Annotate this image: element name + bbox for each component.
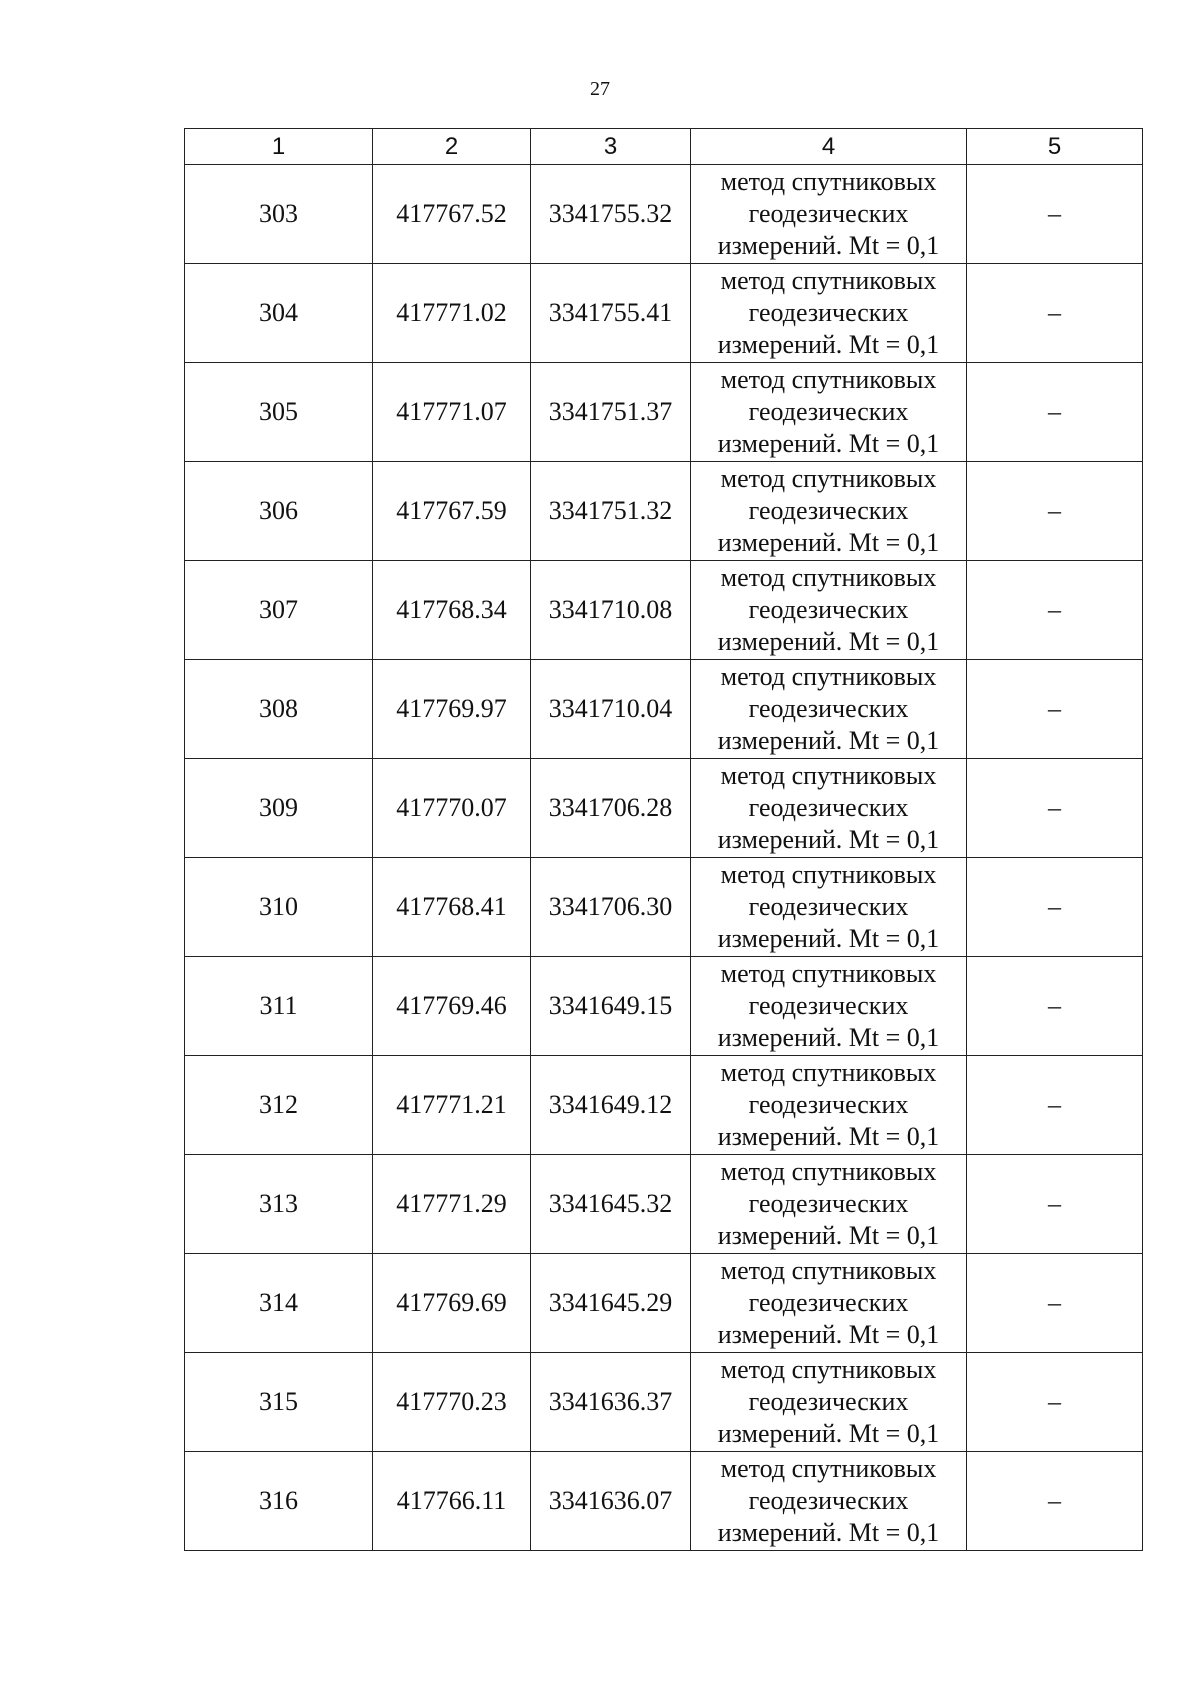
note-cell: –: [967, 264, 1143, 363]
x-coordinate-cell: 417767.52: [373, 165, 531, 264]
method-cell: [691, 462, 967, 561]
note-cell: –: [967, 363, 1143, 462]
note-cell: –: [967, 561, 1143, 660]
method-line: измерений. Mt = 0,1: [717, 1023, 940, 1052]
method-line: измерений. Mt = 0,1: [717, 1221, 940, 1250]
table-row: [185, 660, 1143, 759]
y-coordinate-cell: 3341706.30: [531, 858, 691, 957]
note-cell: –: [967, 165, 1143, 264]
note-cell: –: [967, 1056, 1143, 1155]
method-line: геодезических: [748, 1486, 909, 1515]
y-coordinate-cell: 3341751.37: [531, 363, 691, 462]
x-coordinate-cell: 417769.46: [373, 957, 531, 1056]
method-cell: [691, 858, 967, 957]
method-cell: [691, 561, 967, 660]
x-coordinate-cell: 417768.34: [373, 561, 531, 660]
method-line: метод спутниковых: [720, 860, 937, 889]
point-number-cell: 307: [185, 561, 373, 660]
method-line: метод спутниковых: [720, 1454, 937, 1483]
method-line: геодезических: [748, 1189, 909, 1218]
method-cell: [691, 957, 967, 1056]
method-cell: [691, 165, 967, 264]
method-line: метод спутниковых: [720, 1157, 937, 1186]
y-coordinate-cell: 3341649.15: [531, 957, 691, 1056]
y-coordinate-cell: 3341751.32: [531, 462, 691, 561]
method-line: геодезических: [748, 694, 909, 723]
method-cell: [691, 1056, 967, 1155]
y-coordinate-cell: 3341706.28: [531, 759, 691, 858]
x-coordinate-cell: 417771.07: [373, 363, 531, 462]
method-line: измерений. Mt = 0,1: [717, 231, 940, 260]
x-coordinate-cell: 417767.59: [373, 462, 531, 561]
y-coordinate-cell: 3341710.04: [531, 660, 691, 759]
table-row: [185, 561, 1143, 660]
method-cell: [691, 1452, 967, 1551]
method-line: измерений. Mt = 0,1: [717, 1122, 940, 1151]
x-coordinate-cell: 417769.97: [373, 660, 531, 759]
method-line: геодезических: [748, 991, 909, 1020]
point-number-cell: 311: [185, 957, 373, 1056]
method-line: метод спутниковых: [720, 167, 937, 196]
point-number-cell: 309: [185, 759, 373, 858]
method-line: геодезических: [748, 397, 909, 426]
note-cell: –: [967, 759, 1143, 858]
note-cell: –: [967, 1155, 1143, 1254]
x-coordinate-cell: 417768.41: [373, 858, 531, 957]
y-coordinate-cell: 3341755.32: [531, 165, 691, 264]
table-row: [185, 759, 1143, 858]
table-row: [185, 363, 1143, 462]
note-cell: –: [967, 660, 1143, 759]
method-line: метод спутниковых: [720, 266, 937, 295]
y-coordinate-cell: 3341755.41: [531, 264, 691, 363]
table-row: [185, 858, 1143, 957]
method-cell: [691, 363, 967, 462]
method-line: геодезических: [748, 595, 909, 624]
method-line: метод спутниковых: [720, 959, 937, 988]
point-number-cell: 316: [185, 1452, 373, 1551]
point-number-cell: 308: [185, 660, 373, 759]
column-header: 1: [185, 129, 373, 165]
method-cell: [691, 759, 967, 858]
method-line: измерений. Mt = 0,1: [717, 924, 940, 953]
note-cell: –: [967, 957, 1143, 1056]
point-number-cell: 305: [185, 363, 373, 462]
table-row: [185, 957, 1143, 1056]
method-line: метод спутниковых: [720, 1256, 937, 1285]
method-line: измерений. Mt = 0,1: [717, 528, 940, 557]
method-line: метод спутниковых: [720, 1355, 937, 1384]
method-line: измерений. Mt = 0,1: [717, 429, 940, 458]
method-line: измерений. Mt = 0,1: [717, 627, 940, 656]
method-line: метод спутниковых: [720, 365, 937, 394]
method-line: геодезических: [748, 1387, 909, 1416]
method-line: геодезических: [748, 1288, 909, 1317]
table-row: [185, 264, 1143, 363]
method-cell: [691, 1155, 967, 1254]
method-line: метод спутниковых: [720, 563, 937, 592]
method-line: измерений. Mt = 0,1: [717, 825, 940, 854]
table-row: [185, 1353, 1143, 1452]
point-number-cell: 314: [185, 1254, 373, 1353]
x-coordinate-cell: 417770.23: [373, 1353, 531, 1452]
note-cell: –: [967, 858, 1143, 957]
note-cell: –: [967, 1353, 1143, 1452]
method-line: геодезических: [748, 892, 909, 921]
column-header: 2: [373, 129, 531, 165]
method-cell: [691, 1254, 967, 1353]
x-coordinate-cell: 417771.21: [373, 1056, 531, 1155]
point-number-cell: 303: [185, 165, 373, 264]
point-number-cell: 312: [185, 1056, 373, 1155]
column-header: 3: [531, 129, 691, 165]
table-header-row: [185, 129, 1143, 165]
note-cell: –: [967, 1452, 1143, 1551]
note-cell: –: [967, 1254, 1143, 1353]
method-line: геодезических: [748, 199, 909, 228]
y-coordinate-cell: 3341645.29: [531, 1254, 691, 1353]
table-body: [185, 165, 1143, 1551]
method-line: метод спутниковых: [720, 1058, 937, 1087]
column-header: 4: [691, 129, 967, 165]
point-number-cell: 310: [185, 858, 373, 957]
column-header: 5: [967, 129, 1143, 165]
method-line: метод спутниковых: [720, 761, 937, 790]
point-number-cell: 313: [185, 1155, 373, 1254]
table-row: [185, 1452, 1143, 1551]
point-number-cell: 306: [185, 462, 373, 561]
table-row: [185, 1254, 1143, 1353]
method-line: метод спутниковых: [720, 464, 937, 493]
method-line: геодезических: [748, 1090, 909, 1119]
x-coordinate-cell: 417769.69: [373, 1254, 531, 1353]
point-number-cell: 304: [185, 264, 373, 363]
y-coordinate-cell: 3341710.08: [531, 561, 691, 660]
method-line: геодезических: [748, 793, 909, 822]
method-line: измерений. Mt = 0,1: [717, 1419, 940, 1448]
table-row: [185, 1056, 1143, 1155]
x-coordinate-cell: 417766.11: [373, 1452, 531, 1551]
y-coordinate-cell: 3341636.07: [531, 1452, 691, 1551]
method-line: измерений. Mt = 0,1: [717, 1320, 940, 1349]
method-line: геодезических: [748, 298, 909, 327]
method-line: измерений. Mt = 0,1: [717, 1518, 940, 1547]
x-coordinate-cell: 417771.02: [373, 264, 531, 363]
coordinates-table: [184, 128, 1143, 1551]
x-coordinate-cell: 417770.07: [373, 759, 531, 858]
method-line: метод спутниковых: [720, 662, 937, 691]
y-coordinate-cell: 3341645.32: [531, 1155, 691, 1254]
method-line: измерений. Mt = 0,1: [717, 330, 940, 359]
page-number: 27: [590, 78, 610, 100]
x-coordinate-cell: 417771.29: [373, 1155, 531, 1254]
method-line: измерений. Mt = 0,1: [717, 726, 940, 755]
method-line: геодезических: [748, 496, 909, 525]
table-row: [185, 165, 1143, 264]
method-cell: [691, 1353, 967, 1452]
table-row: [185, 1155, 1143, 1254]
table-row: [185, 462, 1143, 561]
method-cell: [691, 660, 967, 759]
note-cell: –: [967, 462, 1143, 561]
method-cell: [691, 264, 967, 363]
y-coordinate-cell: 3341649.12: [531, 1056, 691, 1155]
point-number-cell: 315: [185, 1353, 373, 1452]
y-coordinate-cell: 3341636.37: [531, 1353, 691, 1452]
